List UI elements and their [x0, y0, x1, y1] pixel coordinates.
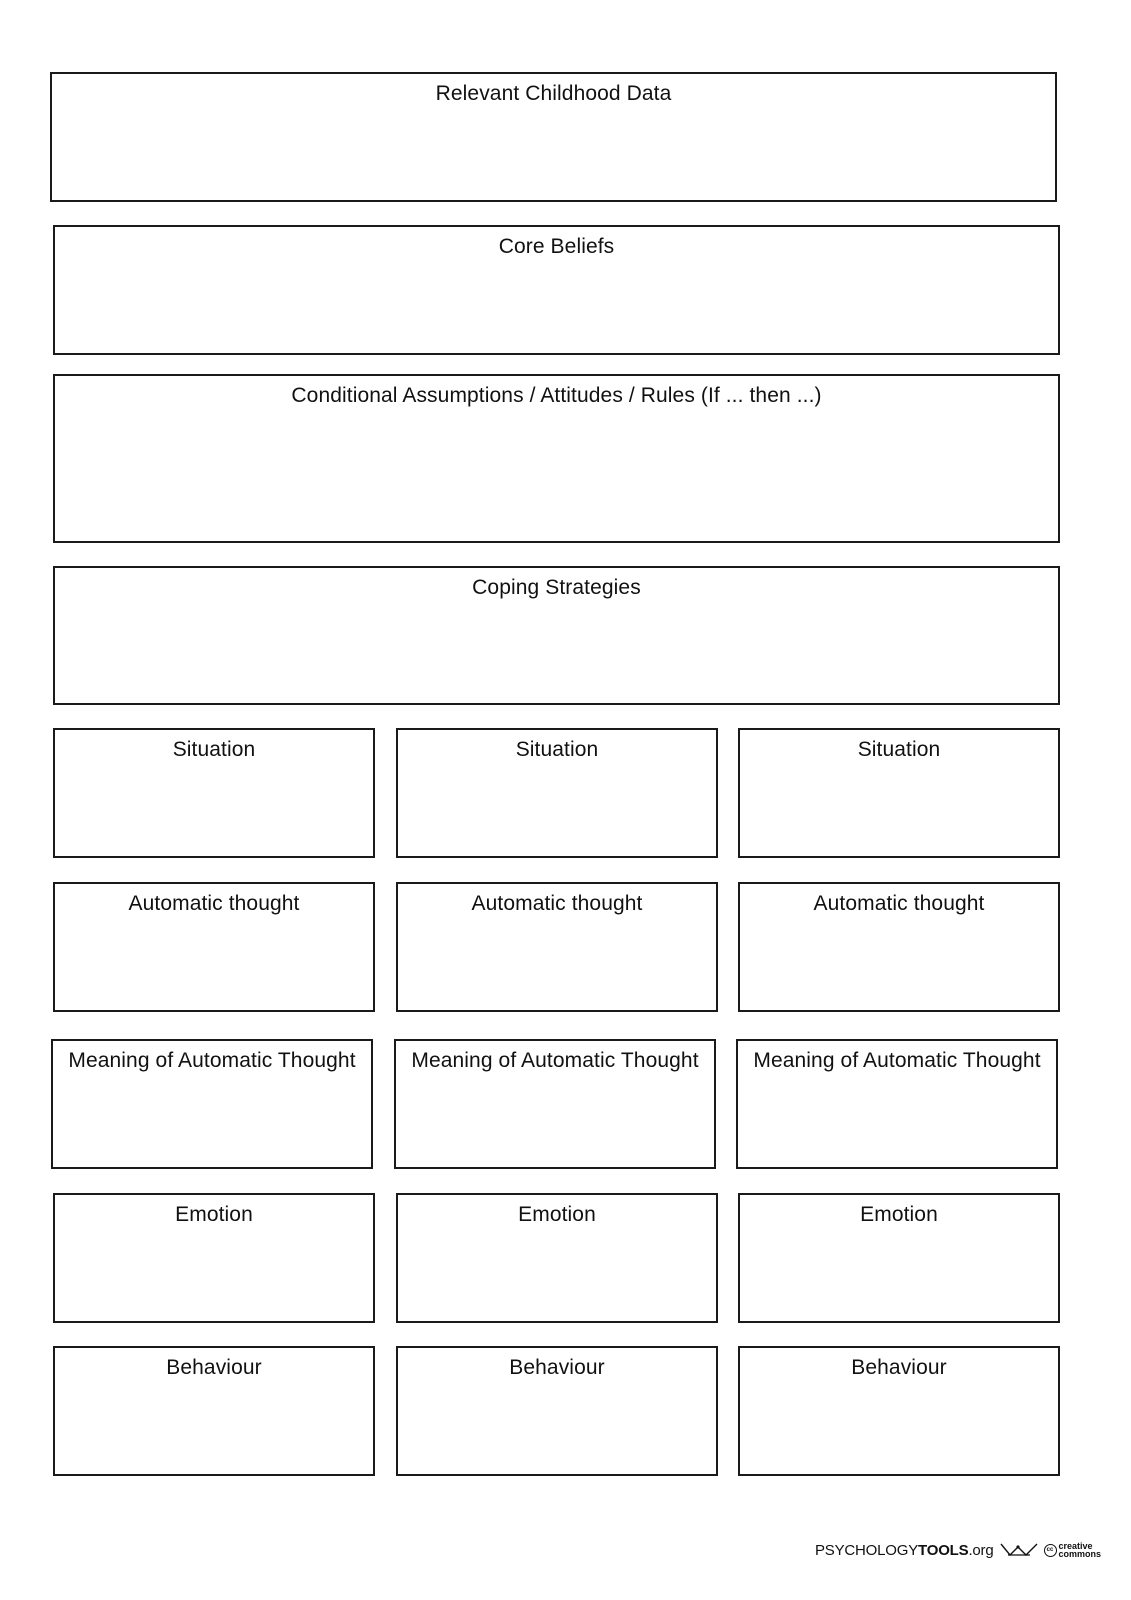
behaviour-label: Behaviour — [166, 1356, 262, 1379]
cc-icon: cc — [1044, 1544, 1057, 1557]
cc-line1: creative — [1058, 1541, 1093, 1551]
cc-text — [1059, 1542, 1102, 1558]
meaning-label: Meaning of Automatic Thought — [753, 1049, 1041, 1072]
footer-brand — [815, 1542, 994, 1559]
automatic-thought-box-3[interactable] — [738, 882, 1060, 1012]
emotion-label: Emotion — [518, 1203, 596, 1226]
meaning-label: Meaning of Automatic Thought — [68, 1049, 356, 1072]
coping-strategies-box[interactable] — [53, 566, 1060, 705]
core-beliefs-box[interactable] — [53, 225, 1060, 355]
brand-bold: TOOLS — [918, 1541, 969, 1559]
automatic-thought-box-1[interactable] — [53, 882, 375, 1012]
situation-box-3[interactable] — [738, 728, 1060, 858]
conditional-assumptions-box[interactable] — [53, 374, 1060, 543]
emotion-box-1[interactable] — [53, 1193, 375, 1323]
emotion-label: Emotion — [860, 1203, 938, 1226]
situation-box-1[interactable] — [53, 728, 375, 858]
coping-strategies-label: Coping Strategies — [472, 576, 641, 599]
brand-regular: PSYCHOLOGY — [815, 1541, 919, 1559]
creative-commons-badge — [1044, 1542, 1102, 1558]
automatic-thought-label: Automatic thought — [813, 892, 985, 915]
meaning-label: Meaning of Automatic Thought — [411, 1049, 699, 1072]
childhood-data-box[interactable] — [50, 72, 1057, 202]
behaviour-box-3[interactable] — [738, 1346, 1060, 1476]
brand-suffix: .org — [968, 1541, 994, 1559]
situation-box-2[interactable] — [396, 728, 718, 858]
cc-line2: commons — [1058, 1549, 1102, 1559]
meaning-box-3[interactable] — [736, 1039, 1058, 1169]
emotion-box-2[interactable] — [396, 1193, 718, 1323]
psychology-tools-logo-icon — [1000, 1541, 1038, 1559]
behaviour-label: Behaviour — [851, 1356, 947, 1379]
behaviour-box-1[interactable] — [53, 1346, 375, 1476]
emotion-box-3[interactable] — [738, 1193, 1060, 1323]
core-beliefs-label: Core Beliefs — [498, 235, 615, 258]
meaning-box-1[interactable] — [51, 1039, 373, 1169]
conditional-assumptions-label: Conditional Assumptions / Attitudes / Rules (If ... then ...) — [291, 384, 822, 407]
situation-label: Situation — [172, 738, 256, 761]
automatic-thought-label: Automatic thought — [471, 892, 643, 915]
emotion-label: Emotion — [175, 1203, 253, 1226]
situation-label: Situation — [857, 738, 941, 761]
footer — [815, 1538, 1101, 1562]
automatic-thought-box-2[interactable] — [396, 882, 718, 1012]
meaning-box-2[interactable] — [394, 1039, 716, 1169]
situation-label: Situation — [515, 738, 599, 761]
automatic-thought-label: Automatic thought — [128, 892, 300, 915]
behaviour-label: Behaviour — [509, 1356, 605, 1379]
childhood-data-label: Relevant Childhood Data — [435, 82, 672, 105]
behaviour-box-2[interactable] — [396, 1346, 718, 1476]
